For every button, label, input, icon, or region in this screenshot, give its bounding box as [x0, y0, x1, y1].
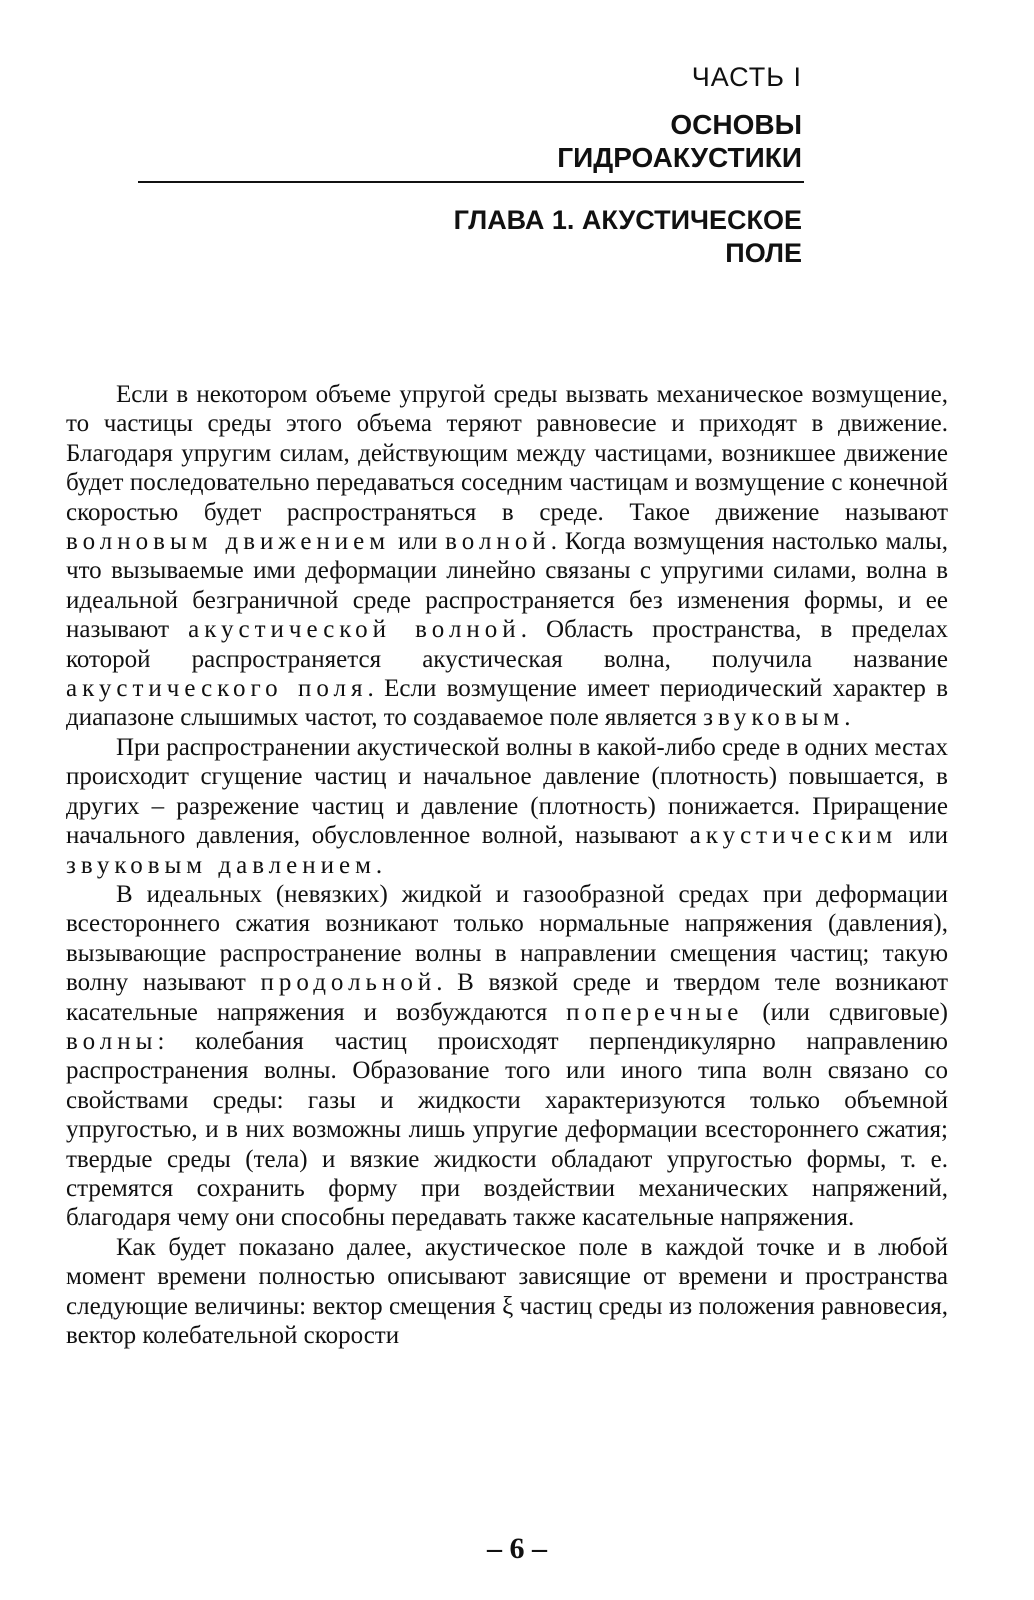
paragraph	[66, 733, 948, 880]
text-run: .	[375, 851, 383, 879]
paragraph	[66, 380, 948, 733]
spaced-term: акустического поля	[66, 675, 368, 703]
spaced-term: акустической волной	[188, 616, 521, 644]
text-run: В идеальных (невязких) жидкой и газообразной средах при деформации всестороннего сжатия возникают только нормальные напряжения (давления), вызывающие распространение волны в направлении смещения частиц; такую волну называют	[66, 880, 948, 997]
math-symbol: ξ	[502, 1292, 514, 1320]
spaced-term: акустическим	[689, 822, 898, 850]
chapter-title-line: ПОЛЕ	[725, 238, 802, 268]
text-run: . Если возмущение имеет периодический характер в диапазоне слышимых частот, то создаваемое поле является	[66, 675, 948, 732]
text-run: .	[844, 704, 851, 732]
body-text	[66, 380, 948, 1350]
text-run: Как будет показано далее, акустическое поле в каждой точке и в любой момент времени полностью описывают зависящие от времени и пространства следующие величины: вектор смещения	[66, 1233, 948, 1320]
spaced-term: волной	[445, 528, 551, 556]
part-title	[557, 108, 802, 174]
chapter-title	[454, 204, 802, 270]
text-run: частиц среды из положения равновесия, вектор колебательной скорости	[66, 1292, 948, 1349]
text-run: (или сдвиговые)	[743, 998, 949, 1026]
part-label: ЧАСТЬ I	[691, 62, 802, 92]
horizontal-rule	[138, 181, 804, 183]
chapter-title-line: ГЛАВА 1. АКУСТИЧЕСКОЕ	[453, 205, 802, 235]
text-run: или	[897, 822, 948, 850]
text-run: : колебания частиц происходят перпендикулярно направлению распространения волны. Образование того или иного типа волн связано со свойствами среды: газы и жидкости характеризуются только объемной упругостью, и в них возможны лишь упругие деформации всестороннего сжатия; твердые среды (тела) и вязкие жидкости обладают упругостью формы, т. е. стремятся сохранить форму при воздействии механических напряжений, благодаря чему они способны передавать также касательные напряжения.	[66, 1027, 948, 1232]
paragraph	[66, 1233, 948, 1351]
spaced-term: поперечные	[566, 998, 744, 1026]
text-run: . В вязкой среде и твердом теле возникают касательные напряжения и возбуждаются	[66, 969, 949, 1026]
spaced-term: звуковым давлением	[66, 851, 376, 879]
text-run: . Когда возмущения настолько малы, что вызываемые ими деформации линейно связаны с упругими силами, волна в идеальной безграничной среде распространяется без изменения формы, и ее называют	[66, 528, 948, 644]
paragraph	[66, 880, 948, 1233]
text-run: или	[390, 528, 446, 556]
text-run: Если в некотором объеме упругой среды вызвать механическое возмущение, то частицы среды этого объема теряют равновесие и приходят в движение. Благодаря упругим силам, действующим между частицами, возникшее движение будет последовательно передаваться соседним частицам и возмущение с конечной скоростью будет распространяться в среде. Такое движение называют	[66, 381, 948, 526]
part-title-line: ОСНОВЫ	[670, 109, 802, 140]
spaced-term: волновым движением	[66, 528, 391, 556]
spaced-term: продольной	[260, 969, 437, 997]
spaced-term: звуковым	[703, 704, 845, 732]
text-run: При распространении акустической волны в какой-либо среде в одних местах происходит сгущение частиц и начальное давление (плотность) повышается, в других – разрежение частиц и давление (плотность) понижается. Приращение начального давления, обусловленное волной, называют	[66, 733, 948, 850]
page-number: – 6 –	[487, 1532, 547, 1565]
spaced-term: волны	[66, 1027, 158, 1055]
text-run: . Область пространства, в пределах которой распространяется акустическая волна, получила название	[66, 616, 948, 673]
part-title-line: ГИДРОАКУСТИКИ	[557, 142, 802, 173]
